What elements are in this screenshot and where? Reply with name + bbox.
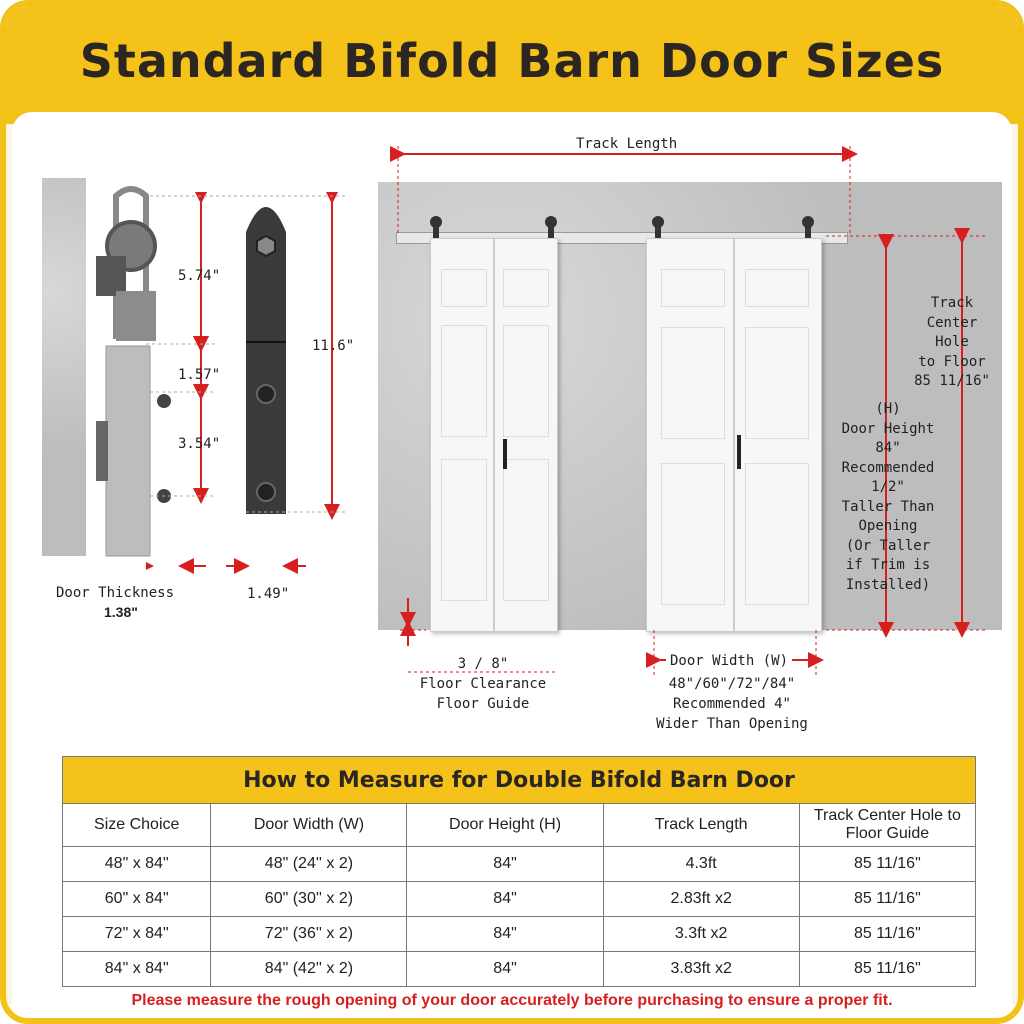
door-width-detail: 48"/60"/72"/84" Recommended 4" Wider Than Opening: [656, 676, 808, 732]
table-cell: 60" x 84": [63, 882, 211, 917]
dim-116-label: 11.6": [312, 338, 355, 354]
table-header: Track Center Hole to Floor Guide: [799, 804, 975, 847]
table-cell: 48" x 84": [63, 847, 211, 882]
dimension-lines-hardware: [146, 192, 366, 612]
footer-note: Please measure the rough opening of your door accurately before purchasing to ensure a proper fit.: [131, 992, 893, 1009]
table-cell: 3.83ft x2: [603, 952, 799, 987]
table-cell: 60" (30'' x 2): [211, 882, 407, 917]
size-table: [62, 756, 976, 987]
table-cell: 84" x 84": [63, 952, 211, 987]
door-thickness-value: 1.38": [104, 604, 138, 620]
table-cell: 85 11/16": [799, 847, 975, 882]
table-cell: 85 11/16": [799, 917, 975, 952]
table-header: Size Choice: [63, 804, 211, 847]
wall-side-section: [42, 178, 86, 556]
track-length-label: Track Length: [576, 136, 678, 152]
table-cell: 3.3ft x2: [603, 917, 799, 952]
dim-157-label: 1.57": [178, 367, 221, 383]
track-center-hole-label: Track Center Hole to Floor 85 11/16": [914, 295, 990, 389]
door-height-label: (H) Door Height 84" Recommended 1/2" Taller Than Opening (Or Taller if Trim is Installed): [841, 401, 935, 593]
floor-clearance-label: 3 / 8" Floor Clearance Floor Guide: [419, 656, 547, 712]
door-thickness-label: Door Thickness: [56, 585, 175, 601]
dim-574-label: 5.74": [178, 268, 221, 284]
table-header: Door Height (H): [407, 804, 603, 847]
door-side-profile: [106, 346, 150, 556]
table-header-row: [63, 804, 976, 847]
table-row: [63, 882, 976, 917]
table-header: Track Length: [603, 804, 799, 847]
table-cell: 72" (36'' x 2): [211, 917, 407, 952]
table-cell: 84" (42'' x 2): [211, 952, 407, 987]
dim-354-label: 3.54": [178, 436, 221, 452]
title-banner: [6, 6, 1018, 124]
table-cell: 48" (24'' x 2): [211, 847, 407, 882]
door-width-label: Door Width (W): [666, 653, 792, 669]
table-caption: How to Measure for Double Bifold Barn Door: [63, 757, 976, 804]
page-title: Standard Bifold Barn Door Sizes: [79, 34, 945, 88]
dim-149-label: 1.49": [247, 586, 290, 602]
table-cell: 4.3ft: [603, 847, 799, 882]
table-cell: 84": [407, 882, 603, 917]
table-cell: 84": [407, 847, 603, 882]
table-cell: 85 11/16": [799, 882, 975, 917]
table-row: [63, 917, 976, 952]
table-cell: 72" x 84": [63, 917, 211, 952]
table-cell: 2.83ft x2: [603, 882, 799, 917]
table-cell: 84": [407, 917, 603, 952]
table-cell: 84": [407, 952, 603, 987]
table-row: [63, 847, 976, 882]
table-row: [63, 952, 976, 987]
table-cell: 85 11/16": [799, 952, 975, 987]
table-header: Door Width (W): [211, 804, 407, 847]
